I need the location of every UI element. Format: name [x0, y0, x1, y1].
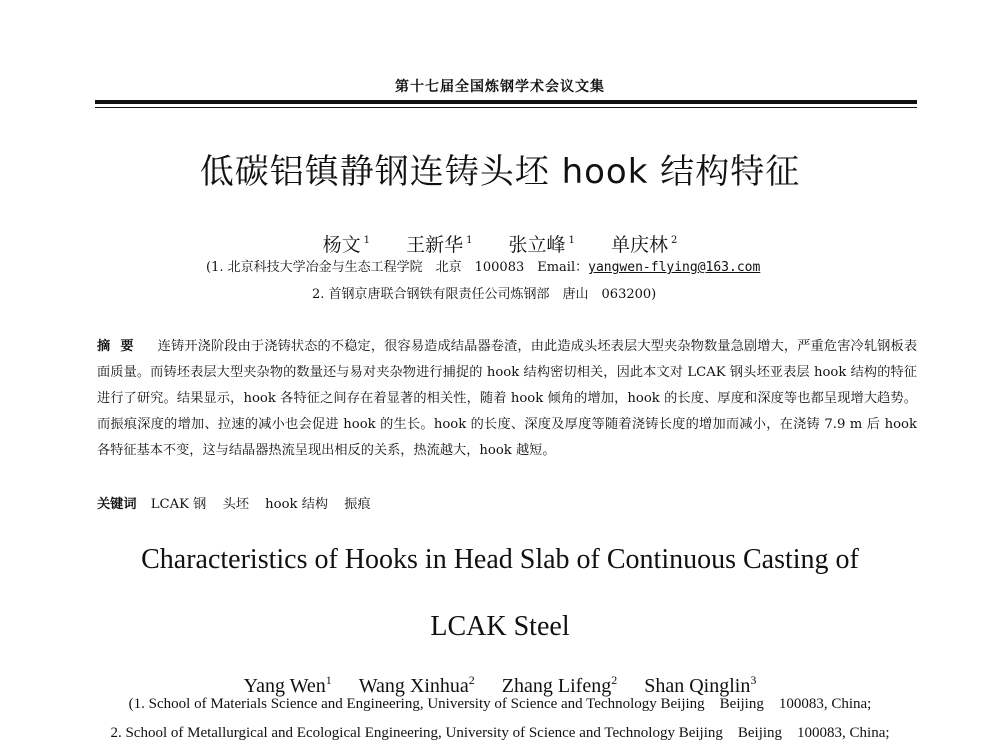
- keyword: hook 结构: [265, 497, 329, 512]
- title-english-line-1: Characteristics of Hooks in Head Slab of Continuous Casting of: [141, 544, 859, 575]
- author-en-affil: 2: [611, 673, 618, 687]
- author-en-name: Wang Xinhua: [358, 675, 469, 697]
- abstract-text: 连铸开浇阶段由于浇铸状态的不稳定，很容易造成结晶器卷渣，由此造成头坯表层大型夹杂物数量急剧增大，严重危害冷轧钢板表面质量。而铸坯表层大型夹杂物的数量还与易对夹杂物进行捕捉的 hook 结构密切相关，因此本文对 LCAK 钢头坯亚表层 hook 结构的特征进行了研究。结果显示，hook 各特征之间存在着显著的相关性，随着 hook 倾角的增加，hook 的长度、厚度和深度等也都呈现增大趋势。而振痕深度的增加、拉速的减小也会促进 hook 的生长。hook 的长度、深度及厚度等随着浇铸长度的增加而减小，在浇铸 7.9 m 后 hook 各特征基本不变，这与结晶器热流呈现出相反的关系，热流越大，hook 越短。: [97, 339, 918, 458]
- header-rule-thick: [95, 100, 917, 104]
- affiliation-cn-1-text: (1. 北京科技大学冶金与生态工程学院 北京 100083 Email：: [206, 260, 589, 275]
- author-en-name: Zhang Lifeng: [501, 675, 612, 697]
- keyword: LCAK 钢: [150, 497, 207, 512]
- abstract-label: 摘要: [97, 339, 144, 354]
- author-cn-affil: 2: [670, 235, 678, 246]
- author-en-name: Shan Qinglin: [644, 675, 751, 697]
- affiliation-cn-1: [0, 259, 1000, 277]
- keyword: 振痕: [344, 497, 371, 512]
- author-en-name: Yang Wen: [243, 675, 326, 697]
- author-en-affil: 1: [325, 673, 332, 687]
- affiliation-cn-2: 2. 首钢京唐联合钢铁有限责任公司炼钢部 唐山 063200): [312, 287, 657, 302]
- header-rule-thin: [95, 107, 917, 108]
- author-en-affil: 2: [468, 673, 475, 687]
- email-link[interactable]: yangwen-flying@163.com: [588, 260, 761, 275]
- author-cn-name: 单庆林: [610, 234, 668, 256]
- author-cn: [406, 234, 472, 256]
- author-cn: [509, 234, 575, 256]
- title-chinese: 低碳铝镇静钢连铸头坯 hook 结构特征: [199, 152, 801, 192]
- keywords-label: 关键词: [97, 497, 137, 512]
- author-cn-affil: 1: [568, 235, 575, 246]
- title-english-line-2: LCAK Steel: [430, 611, 570, 642]
- abstract: [97, 334, 917, 464]
- keyword: 头坯: [222, 497, 249, 512]
- running-header: 第十七届全国炼钢学术会议文集: [395, 79, 605, 95]
- author-cn: [611, 234, 677, 256]
- author-en-affil: 3: [750, 673, 757, 687]
- author-cn-name: 张立峰: [508, 234, 566, 256]
- author-cn: [323, 234, 370, 256]
- author-cn-affil: 1: [466, 235, 473, 246]
- keywords: [97, 494, 917, 516]
- author-cn-name: 王新华: [406, 234, 464, 256]
- affiliation-en-1: (1. School of Materials Science and Engineering, University of Science and Technology Beijing Beijing 100083, China;: [128, 696, 872, 712]
- affiliation-en-2: 2. School of Metallurgical and Ecological Engineering, University of Science and Technology Beijing Beijing 100083, China;: [110, 725, 890, 741]
- author-cn-affil: 1: [363, 235, 371, 246]
- author-cn-name: 杨文: [322, 234, 361, 256]
- authors-chinese: [0, 228, 1000, 258]
